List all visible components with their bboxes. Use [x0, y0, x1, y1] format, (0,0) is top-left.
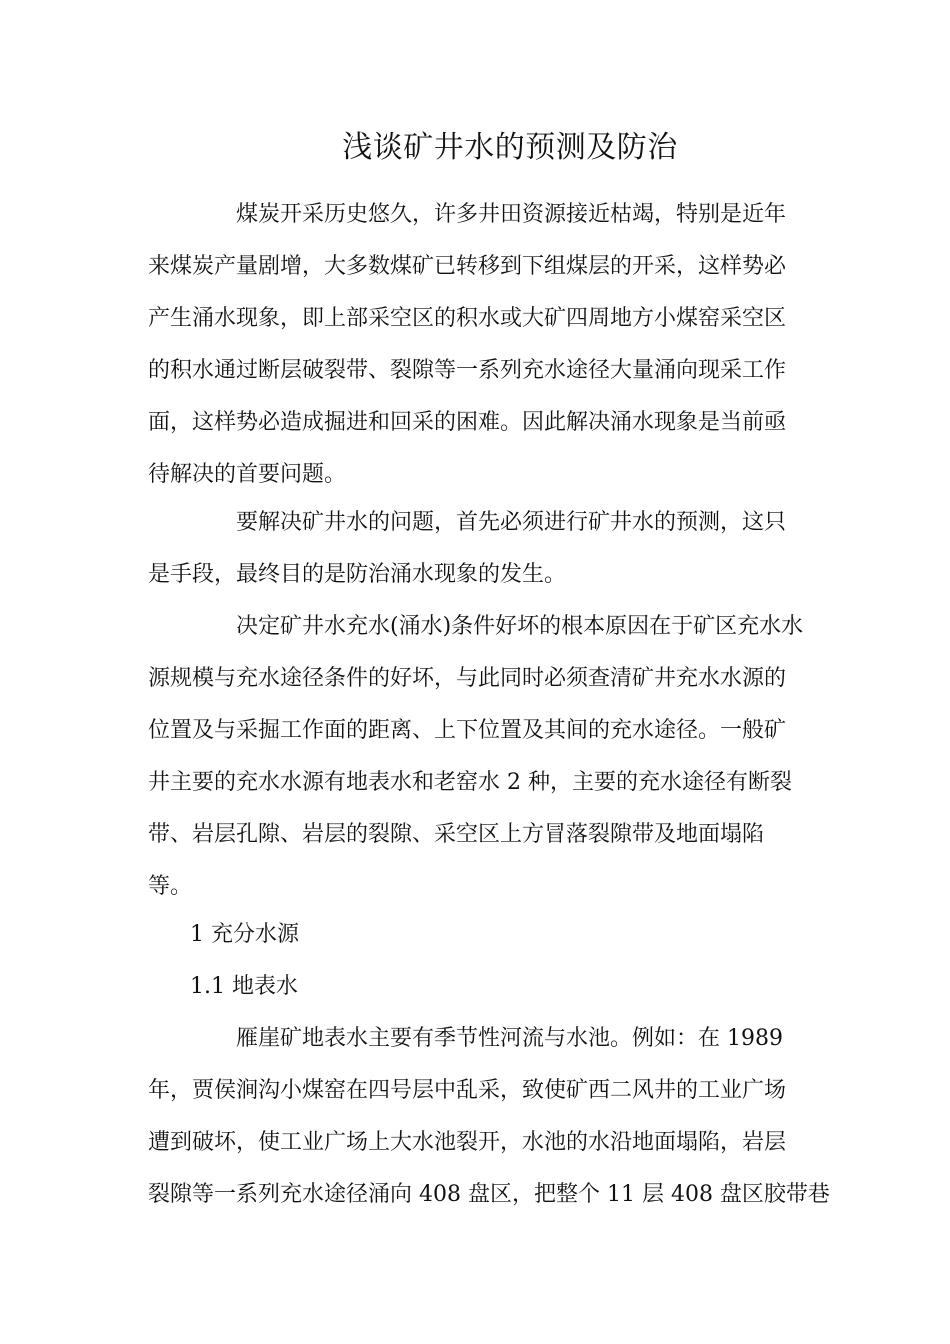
document-title: 浅谈矿井水的预测及防治 [342, 130, 678, 165]
paragraph-line: 是手段，最终目的是防治涌水现象的发生。 [148, 562, 567, 587]
paragraph-line: 带、岩层孔隙、岩层的裂隙、采空区上方冒落裂隙带及地面塌陷 [148, 822, 765, 847]
paragraph-line: 来煤炭产量剧增，大多数煤矿已转移到下组煤层的开采，这样势必 [148, 254, 787, 279]
paragraph-line: 煤炭开采历史悠久，许多井田资源接近枯竭，特别是近年 [236, 202, 787, 227]
paragraph-line: 的积水通过断层破裂带、裂隙等一系列充水途径大量涌向现采工作 [148, 358, 787, 383]
paragraph-line: 位置及与采掘工作面的距离、上下位置及其间的充水途径。一般矿 [148, 718, 787, 743]
paragraph-line: 裂隙等一系列充水途径涌向 408 盘区，把整个 11 层 408 盘区胶带巷 [148, 1182, 830, 1207]
heading-text: 1.1 地表水 [190, 974, 298, 999]
paragraph-line: 井主要的充水水源有地表水和老窑水 2 种，主要的充水途径有断裂 [148, 770, 792, 795]
paragraph-line: 待解决的首要问题。 [148, 462, 347, 487]
paragraph-line: 源规模与充水途径条件的好坏，与此同时必须查清矿井充水水源的 [148, 666, 787, 691]
paragraph-surface-water [148, 1013, 830, 1221]
paragraph-intro [148, 189, 808, 501]
paragraph-line: 要解决矿井水的问题，首先必须进行矿井水的预测，这只 [236, 510, 787, 535]
section-heading-1 [148, 909, 808, 961]
paragraph-line: 决定矿井水充水(涌水)条件好坏的根本原因在于矿区充水水 [236, 614, 804, 639]
paragraph-line: 产生涌水现象，即上部采空区的积水或大矿四周地方小煤窑采空区 [148, 306, 787, 331]
paragraph-purpose [148, 497, 808, 601]
paragraph-conditions [148, 601, 808, 913]
paragraph-line: 面，这样势必造成掘进和回采的困难。因此解决涌水现象是当前亟 [148, 410, 787, 435]
paragraph-line: 等。 [148, 874, 193, 899]
section-heading-1-1 [148, 961, 808, 1013]
paragraph-line: 遭到破坏，使工业广场上大水池裂开，水池的水沿地面塌陷，岩层 [148, 1130, 787, 1155]
heading-text: 1 充分水源 [190, 922, 299, 947]
paragraph-line: 雁崖矿地表水主要有季节性河流与水池。例如：在 1989 [236, 1026, 783, 1051]
paragraph-line: 年，贾侯涧沟小煤窑在四号层中乱采，致使矿西二风井的工业广场 [148, 1078, 787, 1103]
